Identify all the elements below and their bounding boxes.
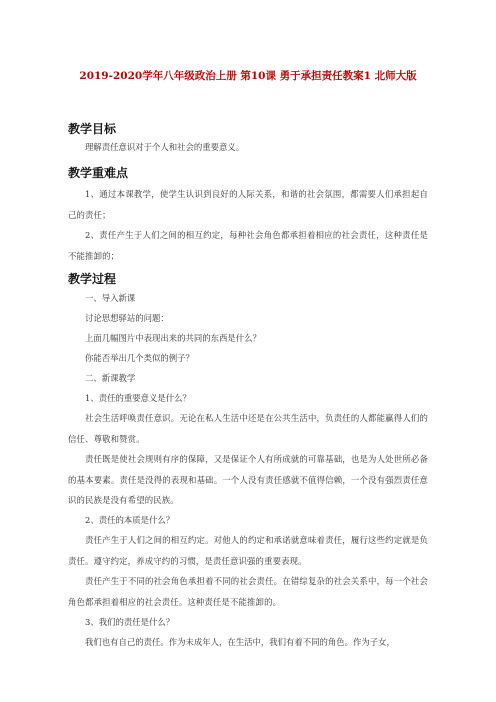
- process-line: 一、导入新课: [85, 293, 136, 303]
- document-title: 2019-2020学年八年级政治上册 第10课 勇于承担责任教案1 北师大版: [79, 70, 417, 82]
- process-paragraph: 我们也有自己的责任。作为未成年人，在生活中，我们有着不同的角色。作为子女，: [85, 637, 395, 647]
- key-point-item: 1、通过本课教学，使学生认识到良好的人际关系，和谐的社会氛围，都需要人们承担起自己的责任；: [68, 189, 428, 220]
- process-line: 上面几幅图片中表现出来的共同的东西是什么？: [85, 333, 261, 343]
- process-line: 讨论思想驿站的问题：: [85, 313, 169, 323]
- heading-objectives: 教学目标: [68, 122, 117, 136]
- process-question: 2、责任的本质是什么？: [85, 515, 175, 525]
- process-paragraph: 社会生活呼唤责任意识。无论在私人生活中还是在公共生活中，负责任的人都能赢得人们的信任、尊敬和赞赏。: [68, 413, 428, 444]
- heading-process: 教学过程: [68, 272, 117, 286]
- process-line: 你能否举出几个类似的例子？: [85, 353, 194, 363]
- process-paragraph: 责任产生于人们之间的相互约定。对他人的约定和承诺就意味着责任，履行这些约定就是负责任。遵守约定，养成守约的习惯，是责任意识强的重要表现。: [68, 535, 428, 566]
- key-point-item: 2、责任产生于人们之间的相互约定，每种社会角色都承担着相应的社会责任，这种责任是不能推卸的；: [68, 230, 428, 261]
- process-paragraph: 责任既是使社会规则有序的保障，又是保证个人有所成就的可靠基础，也是为人处世所必备的基本要素。责任是没得的表现和基础。一个人没有责任感就不值得信赖，一个没有强烈责任意识的民族是没有希望的民族。: [68, 454, 428, 505]
- heading-key-points: 教学重难点: [68, 166, 129, 180]
- process-line: 二、新课教学: [85, 373, 136, 383]
- objectives-text: 理解责任意识对于个人和社会的重要意义。: [85, 142, 245, 152]
- process-line: 1、责任的重要意义是什么？: [85, 393, 191, 403]
- process-question: 3、我们的责任是什么？: [85, 617, 175, 627]
- process-paragraph: 责任产生于不同的社会角色承担着不同的社会责任。在错综复杂的社会关系中，每一个社会角色都承担着相应的社会责任。这种责任是不能推卸的。: [68, 576, 428, 607]
